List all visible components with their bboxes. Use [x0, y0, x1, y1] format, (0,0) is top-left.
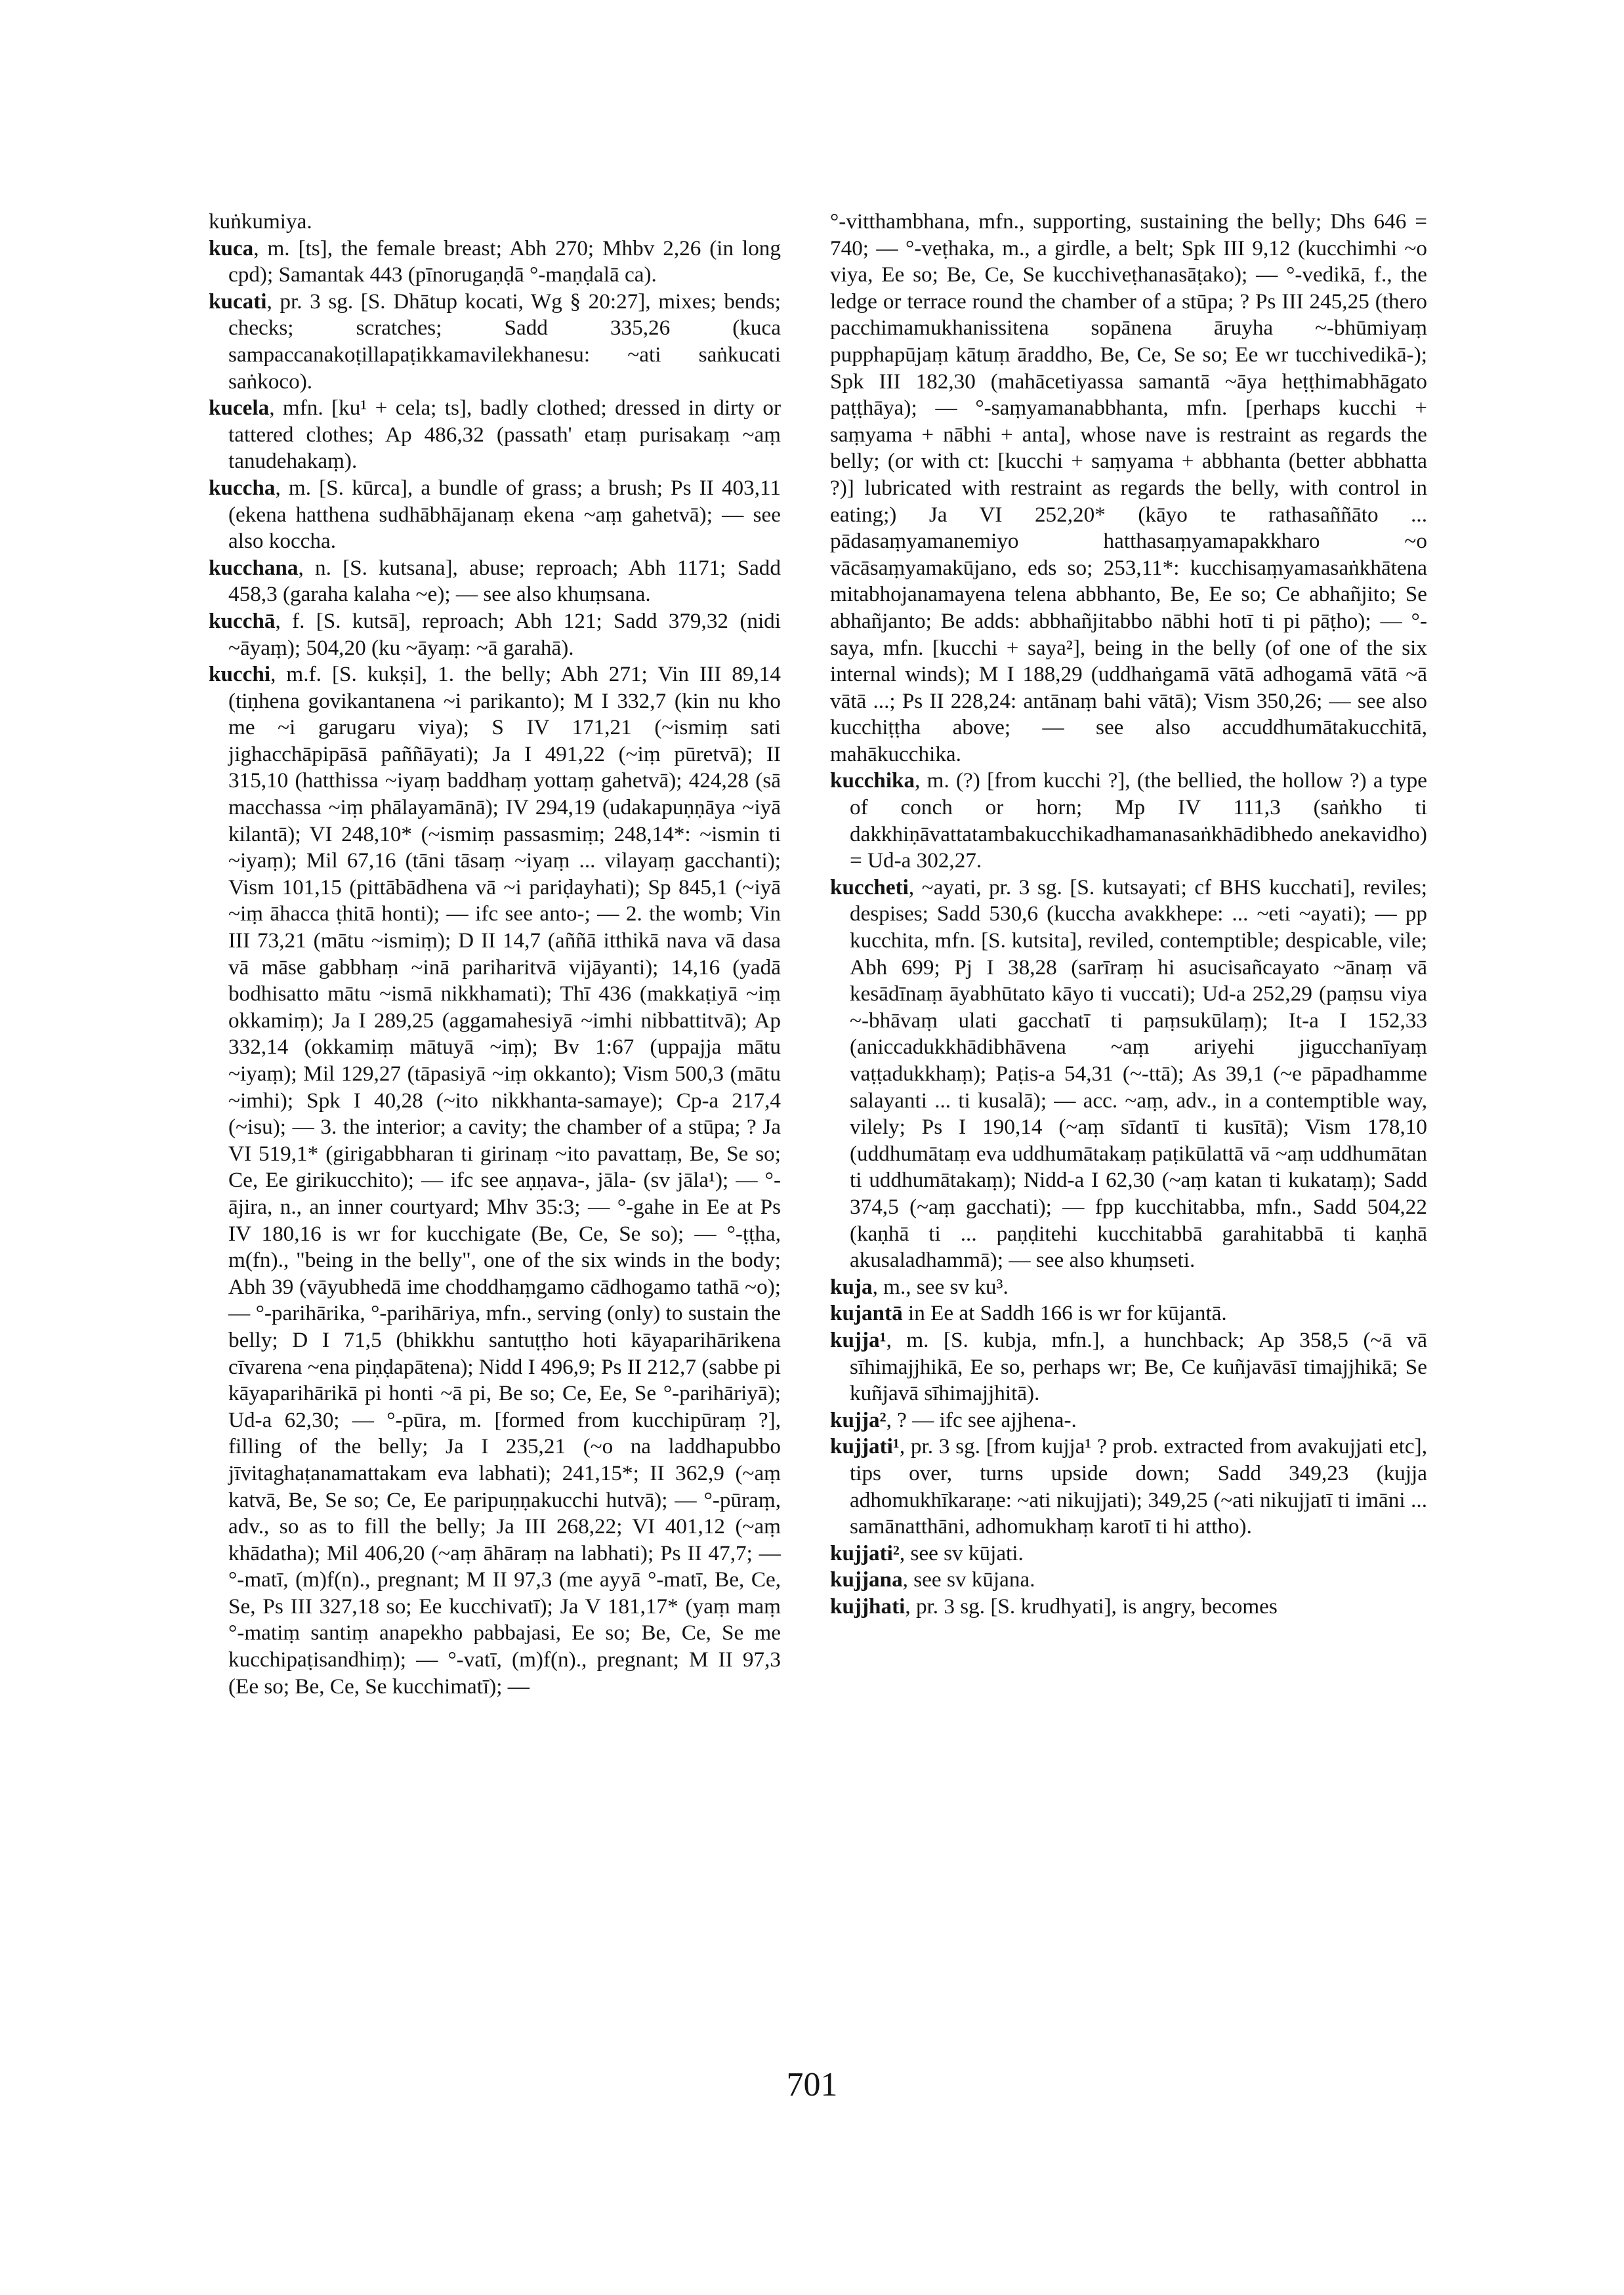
entry-kuca: kuca, m. [ts], the female breast; Abh 270; Mhbv 2,26 (in long cpd); Samantak 443 (pīnorugaṇḍā °-maṇḍalā ca).: [209, 236, 781, 287]
headword: kucela: [209, 396, 270, 421]
headword: kuja: [830, 1274, 873, 1299]
headword: kucchana: [209, 555, 299, 580]
entry-kujjati-2: kujjati², see sv kūjati.: [830, 1540, 1024, 1565]
entry-kujanta: kujantā in Ee at Saddh 166 is wr for kūjantā.: [830, 1301, 1227, 1326]
entry-kucchi: kucchi, m.f. [S. kukṣi], 1. the belly; Abh 271; Vin III 89,14 (tiṇhena govikantanena ~i parikanto); M I 332,7 (kin nu kho me ~i garugaru viya); S IV 171,21 (~ismiṃ sati jighacchāpipāsā paññāyati); Ja I 491,22 (~iṃ pūretvā); II 315,10 (hatthissa ~iyaṃ baddhaṃ yottaṃ gahetvā); 424,28 (sā macchassa ~iṃ phālayamānā); IV 294,19 (udakapuṇṇāya ~iyā kilantā); VI 248,10* (~ismiṃ passasmiṃ; 248,14*: ~ismin ti ~iyaṃ); Mil 67,16 (tāni tāsaṃ ~iyaṃ ... vilayaṃ gacchanti); Vism 101,15 (pittābādhena vā ~i pariḍayhati); Sp 845,1 (~iyā ~iṃ āhacca ṭhitā honti); — ifc see anto-; — 2. the womb; Vin III 73,21 (mātu ~ismiṃ); D II 14,7 (aññā itthikā nava vā dasa vā māse gabbhaṃ ~inā pariharitvā vijāyanti); 14,16 (yadā bodhisatto mātu ~ismā nikkhamati); Thī 436 (makkaṭiyā ~iṃ okkamiṃ); Ja I 289,25 (aggamahesiyā ~imhi nibbattitvā); Ap 332,14 (okkamiṃ mātuyā ~iṃ); Bv 1:67 (uppajja mātu ~iyaṃ); Mil 129,27 (tāpasiyā ~iṃ okkanto); Vism 500,3 (mātu ~imhi); Spk I 40,28 (~ito nikkhanta-samaye); Cp-a 217,4 (~isu); — 3. the interior; a cavity; the chamber of a stūpa; ? Ja VI 519,1* (girigabbharan ti girinaṃ ~ito pavattaṃ, Be, Se so; Ce, Ee girikucchito); — ifc see aṇṇava-, jāla- (sv jāla¹); — °-ājira, n., an inner courtyard; Mhv 35:3; — °-gahe in Ee at Ps IV 180,16 is wr for kucchigate (Be, Ce, Se so); — °-ṭṭha, m(fn)., "being in the belly", one of the six winds in the body; Abh 39 (vāyubhedā ime choddhaṃgamo cādhogamo tathā ~o); — °-parihārika, °-parihāriya, mfn., serving (only) to sustain the belly; D I 71,5 (bhikkhu santuṭṭho hoti kāyaparihārikena cīvarena ~ena piṇḍapātena); Nidd I 496,9; Ps II 212,7 (sabbe pi kāyaparihārikā pi honti ~ā pi, Be so; Ce, Ee, Se °-parihāriyā); Ud-a 62,30; — °-pūra, m. [formed from kucchipūraṃ ?], filling of the belly; Ja I 235,21 (~o na laddhapubbo jīvitaghaṭanamattakam eva labhati); 241,15*; II 362,9 (~aṃ katvā, Be, Se so; Ce, Ee paripuṇṇakucchi hutvā); — °-pūraṃ, adv., so as to fill the belly; Ja III 268,22; VI 401,12 (~aṃ khādatha); Mil 406,20 (~aṃ āhāraṃ na labhati); Ps II 47,7; — °-matī, (m)f(n)., pregnant; M II 97,3 (me ayyā °-matī, Be, Ce, Se, Ps III 327,18 so; Ee kucchivatī); Ja V 181,17* (yaṃ maṃ °-matiṃ santiṃ anapekho pabbajasi, Ee so; Be, Ce, Se me kucchipaṭisandhiṃ); — °-vatī, (m)f(n)., pregnant; M II 97,3 (Ee so; Be, Ce, Se kucchimatī); —: [209, 662, 781, 1699]
entry-kuccheti: kuccheti, ~ayati, pr. 3 sg. [S. kutsayati; cf BHS kucchati], reviles; despises; Sadd 530,6 (kuccha avakkhepe: ... ~eti ~ayati); — pp kucchita, mfn. [S. kutsita], reviled, contemptible; despicable, vile; Abh 699; Pj I 38,28 (sarīraṃ hi asucisañcayato ~ānaṃ vā kesādīnaṃ āyabhūtato kāyo ti vuccati); Ud-a 252,29 (paṃsu viya ~-bhāvaṃ ulati gacchatī ti paṃsukūlaṃ); It-a I 152,33 (aniccadukkhādibhāvena ~aṃ ariyehi jigucchanīyaṃ vaṭṭadukkhaṃ); Paṭis-a 54,31 (~-ttā); As 39,1 (~e pāpadhamme salayanti ... ti kusalā); — acc. ~aṃ, adv., in a contemptible way, vilely; Ps I 190,14 (~aṃ sīdantī ti kusītā); Vism 178,10 (uddhumātaṃ eva uddhumātakaṃ paṭikūlattā vā ~aṃ uddhumātan ti uddhumātakaṃ); Nidd-a I 62,30 (~aṃ katan ti kukataṃ); Sadd 374,5 (~aṃ gacchati); — fpp kucchitabba, mfn., Sadd 504,22 (kaṇhā ti ... paṇḍitehi kucchitabbā garahitabbā ti kaṇhā akusaladhammā); — see also khuṃseti.: [830, 875, 1427, 1273]
headword: kucati: [209, 289, 267, 314]
entry-kucchika: kucchika, m. (?) [from kucchi ?], (the bellied, the hollow ?) a type of conch or horn; Mp IV 111,3 (saṅkho ti dakkhiṇāvattatambakucchikadhamanasaṅkhādibhedo anekavidho) = Ud-a 302,27.: [830, 768, 1427, 873]
entry-kucchi-continued: °-vitthambhana, mfn., supporting, sustaining the belly; Dhs 646 = 740; — °-veṭhaka, m., a girdle, a belt; Spk III 9,12 (kucchimhi ~o viya, Ee so; Be, Ce, Se kucchiveṭhanasāṭako); — °-vedikā, f., the ledge or terrace round the chamber of a stūpa; ? Ps III 245,25 (thero pacchimamukhanissitena sopānena āruyha ~-bhūmiyaṃ pupphapūjaṃ kātuṃ āraddho, Be, Ce, Se so; Ee wr tucchivedikā-); Spk III 182,30 (mahācetiyassa samantā ~āya heṭṭhimabhāgato paṭṭhāya); — °-saṃyamanabbhanta, mfn. [perhaps kucchi + saṃyama + nābhi + anta], whose nave is restraint as regards the belly; (or with ct: [kucchi + saṃyama + abbhanta (better abbhatta ?)] lubricated with restraint as regards the belly, with control in eating;) Ja VI 252,20* (kāyo te rathasaññāto ... pādasaṃyamanemiyo hatthasaṃyamapakkharo ~o vācāsaṃyamakūjano, eds so; 253,11*: kucchisaṃyamasaṅkhātena mitabhojanamayena telena abbhanto, Be, Ee so; Ce abhañjito; Se abhañjanto; Be adds: abbhañjitabbo nābhi hotī ti pi pāṭho); — °-saya, mfn. [kucchi + saya²], being in the belly (of one of the six internal winds); M I 188,29 (uddhaṅgamā vātā adhogamā vātā ~ā vātā ...; Ps II 228,24: antānaṃ bahi vātā); Vism 350,26; — see also kucchiṭṭha above; — see also accuddhumātakucchitā, mahākucchika.: [830, 209, 1427, 766]
headword: kucchi: [209, 662, 271, 687]
headword: kujja¹: [830, 1327, 886, 1352]
entry-kucati: kucati, pr. 3 sg. [S. Dhātup kocati, Wg § 20:27], mixes; bends; checks; scratches; Sadd 335,26 (kuca sampaccanakoṭillapaṭikkamavilekhanesu: ~ati saṅkucati saṅkoco).: [209, 289, 781, 394]
entry-kujjati-1: kujjati¹, pr. 3 sg. [from kujja¹ ? prob. extracted from avakujjati etc], tips over, turns upside down; Sadd 349,23 (kujja adhomukhīkaraṇe: ~ati nikujjati); 349,25 (~ati nikujjatī ti imāni ... samānatthāni, adhomukhaṃ karotī ti hi attho).: [830, 1434, 1427, 1539]
entry-kuccha: kuccha, m. [S. kūrca], a bundle of grass; a brush; Ps II 403,11 (ekena hatthena sudhābhājanaṃ ekena ~aṃ gahetvā); — see also koccha.: [209, 475, 781, 554]
headword: kucchika: [830, 768, 915, 793]
entry-continued: kuṅkumiya.: [209, 209, 312, 234]
headword: kuca: [209, 236, 254, 260]
headword: kujjhati: [830, 1594, 906, 1619]
headword: kujantā: [830, 1301, 903, 1326]
entry-kujja-1: kujja¹, m. [S. kubja, mfn.], a hunchback; Ap 358,5 (~ā vā sīhimajjhikā, Ee so, perhaps wr; Be, Ce kuñjavāsī timajjhikā; Se kuñjavā sīhimajjhitā).: [830, 1327, 1427, 1406]
headword: kujjana: [830, 1567, 903, 1592]
headword: kucchā: [209, 608, 276, 633]
headword: kujja²: [830, 1407, 886, 1432]
headword: kujjati²: [830, 1540, 900, 1565]
entry-kucchana: kucchana, n. [S. kutsana], abuse; reproach; Abh 1171; Sadd 458,3 (garaha kalaha ~e); — see also khuṃsana.: [209, 555, 781, 607]
page-number: 701: [786, 2066, 838, 2103]
headword: kuccheti: [830, 875, 909, 899]
entry-kujjana: kujjana, see sv kūjana.: [830, 1567, 1035, 1592]
left-column: [209, 209, 781, 1700]
right-column: [830, 209, 1427, 1620]
entry-kujja-2: kujja², ? — ifc see ajjhena-.: [830, 1407, 1077, 1432]
headword: kuccha: [209, 475, 276, 500]
headword: kujjati¹: [830, 1434, 900, 1459]
entry-kuccha-f: kucchā, f. [S. kutsā], reproach; Abh 121; Sadd 379,32 (nidi ~āyaṃ); 504,20 (ku ~āyaṃ: ~ā garahā).: [209, 608, 781, 660]
entry-kujjhati: kujjhati, pr. 3 sg. [S. krudhyati], is angry, becomes: [830, 1594, 1278, 1619]
entry-kucela: kucela, mfn. [ku¹ + cela; ts], badly clothed; dressed in dirty or tattered clothes; Ap 486,32 (passath' etaṃ purisakaṃ ~aṃ tanudehakaṃ).: [209, 396, 781, 474]
entry-kuja: kuja, m., see sv ku³.: [830, 1274, 1009, 1299]
